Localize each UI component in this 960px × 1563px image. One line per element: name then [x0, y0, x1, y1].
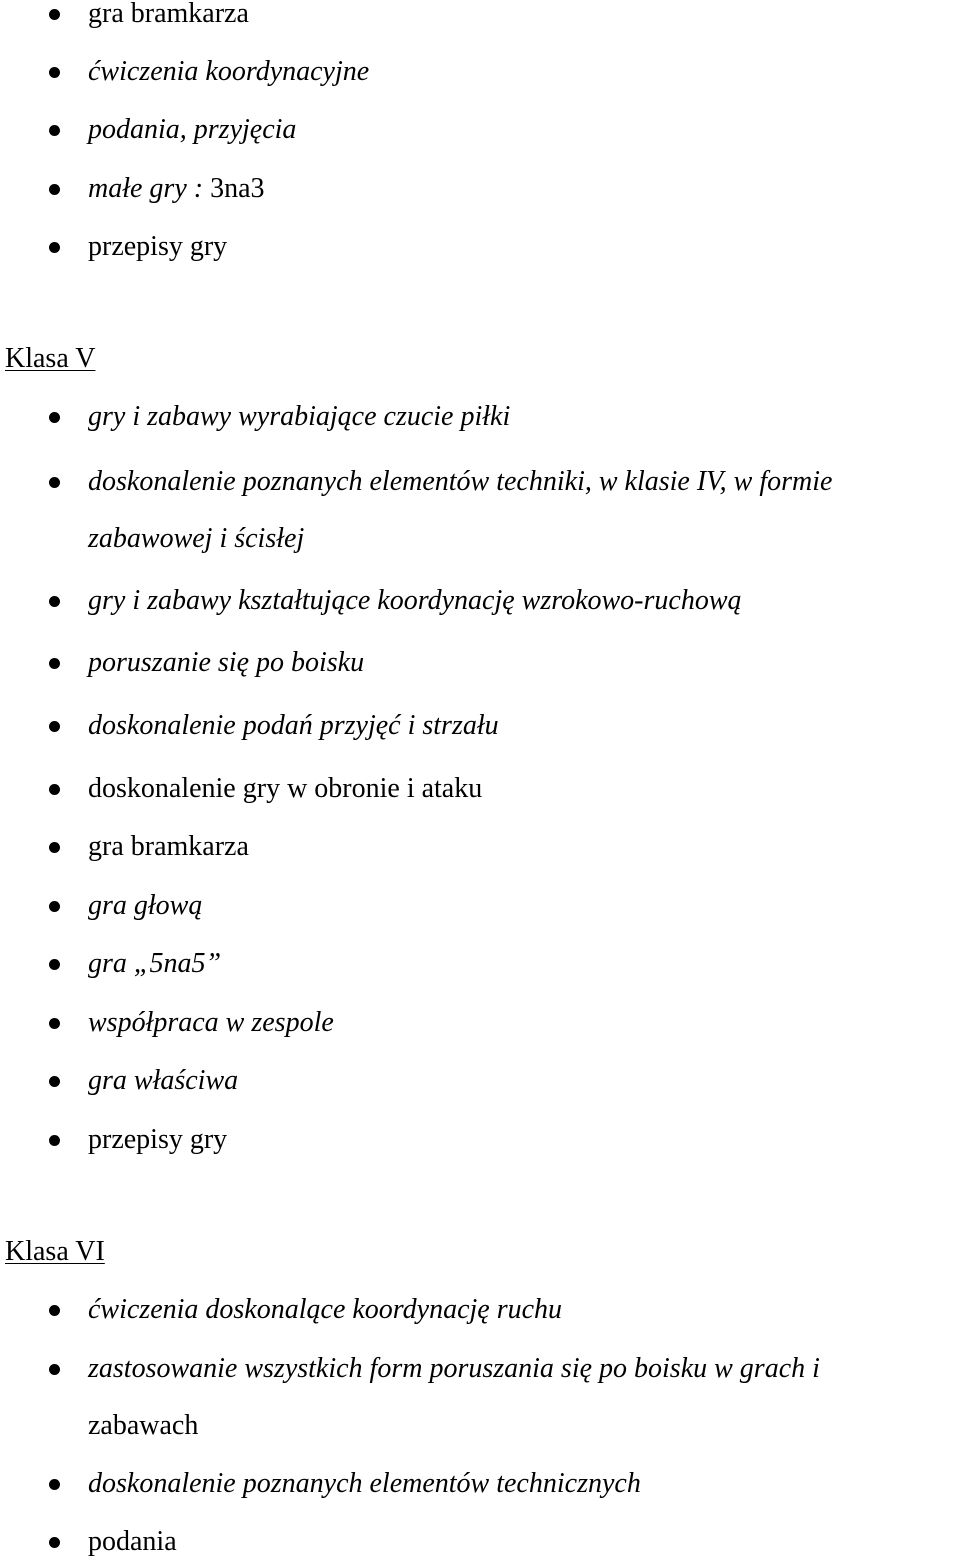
- list-item-text: przepisy gry: [88, 1124, 228, 1155]
- list-item-text: przepisy gry: [88, 231, 228, 262]
- list-item-text: współpraca w zespole: [88, 1007, 334, 1038]
- list-item-text-italic: małe gry :: [88, 173, 211, 204]
- bullet-icon: [49, 125, 60, 136]
- list-item-text: doskonalenie gry w obronie i ataku: [88, 773, 483, 804]
- bullet-icon: [49, 901, 60, 912]
- bullet-icon: [49, 477, 60, 488]
- bullet-icon: [49, 184, 60, 195]
- bullet-icon: [49, 1018, 60, 1029]
- bullet-icon: [49, 1076, 60, 1087]
- list-item-text: gra głową: [88, 890, 203, 921]
- list-item-text: gry i zabawy wyrabiające czucie piłki: [88, 401, 511, 432]
- bullet-icon: [49, 9, 60, 20]
- bullet-icon: [49, 1305, 60, 1316]
- list-item-text-normal: 3na3: [210, 173, 265, 204]
- bullet-icon: [49, 959, 60, 970]
- bullet-icon: [49, 67, 60, 78]
- bullet-icon: [49, 1537, 60, 1548]
- list-item-text: gra bramkarza: [88, 831, 249, 862]
- list-item-text: [88, 169, 265, 209]
- bullet-icon: [49, 784, 60, 795]
- bullet-icon: [49, 412, 60, 423]
- list-item-text: ćwiczenia koordynacyjne: [88, 56, 370, 87]
- section-heading-klasa-vi: Klasa VI: [5, 1236, 105, 1267]
- bullet-icon: [49, 721, 60, 732]
- section-heading-klasa-v: Klasa V: [5, 343, 96, 374]
- list-item-text: podania, przyjęcia: [88, 114, 297, 145]
- bullet-icon: [49, 658, 60, 669]
- bullet-icon: [49, 1364, 60, 1375]
- list-item-text: gra bramkarza: [88, 0, 249, 29]
- bullet-icon: [49, 242, 60, 253]
- bullet-icon: [49, 596, 60, 607]
- bullet-icon: [49, 1135, 60, 1146]
- list-item-text: gra „5na5”: [88, 948, 222, 979]
- bullet-icon: [49, 1479, 60, 1490]
- list-item-text: doskonalenie poznanych elementów technicznych: [88, 1468, 641, 1499]
- list-item-text: ćwiczenia doskonalące koordynację ruchu: [88, 1294, 563, 1325]
- list-item-text: zastosowanie wszystkich form poruszania się po boisku w grach i: [88, 1353, 820, 1384]
- list-item-text: podania: [88, 1526, 177, 1557]
- list-item-text-continuation: zabawach: [88, 1410, 199, 1441]
- list-item-text-continuation: zabawowej i ścisłej: [88, 523, 305, 554]
- list-item-text: doskonalenie poznanych elementów techniki, w klasie IV, w formie: [88, 466, 833, 497]
- list-item-text: gra właściwa: [88, 1065, 239, 1096]
- list-item-text: doskonalenie podań przyjęć i strzału: [88, 710, 499, 741]
- list-item-text: gry i zabawy kształtujące koordynację wzrokowo-ruchową: [88, 585, 742, 616]
- bullet-icon: [49, 842, 60, 853]
- list-item-text: poruszanie się po boisku: [88, 647, 365, 678]
